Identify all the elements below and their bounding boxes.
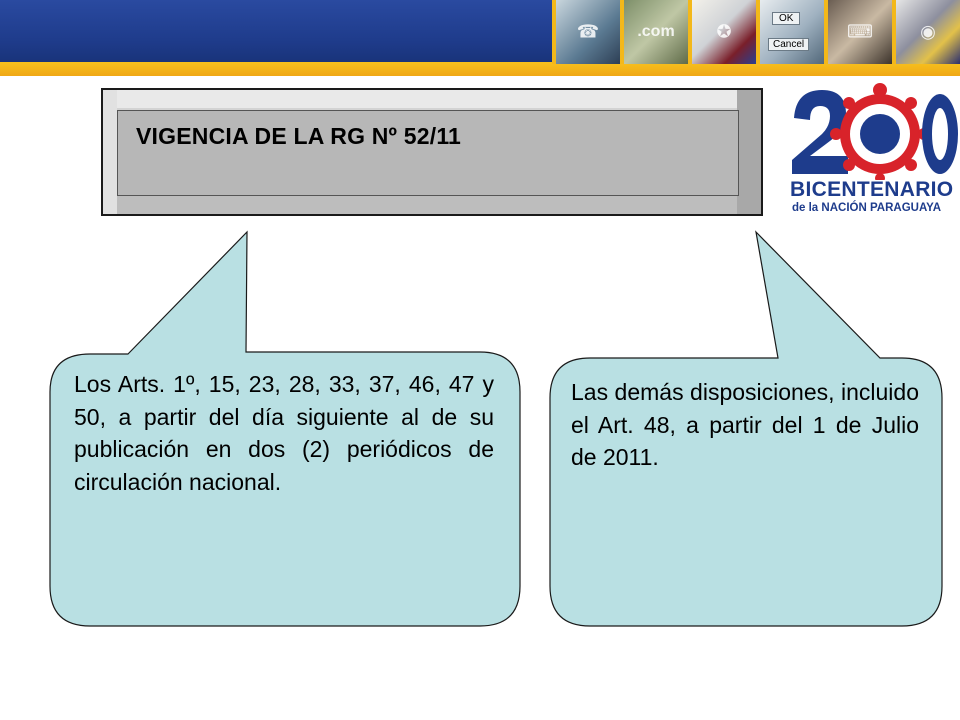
dot-com-icon: .com	[624, 0, 688, 64]
slide-title: VIGENCIA DE LA RG Nº 52/11	[136, 123, 462, 149]
callout-right-text: Las demás disposiciones, incluido el Art. 48, a partir del 1 de Julio de 2011.	[571, 379, 919, 471]
call-center-icon: ☎	[556, 0, 620, 64]
logo-subtitle: de la NACIÓN PARAGUAYA	[792, 202, 942, 214]
keyboard-typing-icon: ⌨	[828, 0, 892, 64]
ok-key: OK	[772, 12, 800, 25]
cancel-key: Cancel	[768, 38, 809, 51]
logo-word: BICENTENARIO	[790, 178, 954, 201]
callout-left-text: Los Arts. 1º, 15, 23, 28, 33, 37, 46, 47 y 50, a partir del día siguiente al de su publicación en dos (2) periódicos de circulación nacional.	[74, 371, 494, 495]
flag-seal-icon: ✪	[692, 0, 756, 64]
cd-disc-icon: ◉	[896, 0, 960, 64]
